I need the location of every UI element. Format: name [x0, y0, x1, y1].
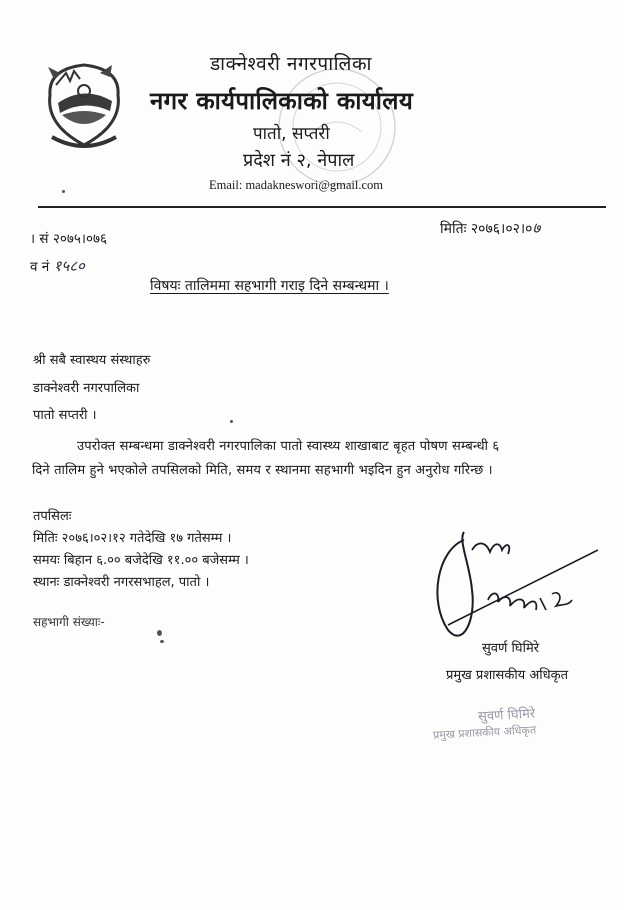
- municipality-name: डाक्नेश्वरी नगरपालिका: [210, 53, 372, 75]
- scan-speck: [157, 630, 162, 636]
- date-handwritten-digit: ७: [532, 219, 541, 237]
- details-heading: तपसिलः: [33, 509, 72, 524]
- nepal-emblem-logo: [40, 55, 128, 155]
- stamp-title: प्रमुख प्रशासकीय अधिकृत: [432, 723, 537, 742]
- recipient-line-2: डाक्नेश्वरी नगरपालिका: [33, 381, 140, 396]
- details-date: मितिः २०७६।०२।१२ गतेदेखि १७ गतेसम्म ।: [33, 531, 232, 546]
- fiscal-year-reference: । सं २०७५।०७६: [30, 231, 108, 247]
- dispatch-number-value: १५८०: [53, 257, 85, 275]
- recipient-line-3: पातो सप्तरी ।: [33, 408, 97, 423]
- details-place: स्थानः डाक्नेश्वरी नगरसभाहल, पातो ।: [33, 575, 210, 590]
- participants-count-label: सहभागी संख्याः-: [33, 615, 105, 629]
- scan-speck: [160, 640, 164, 643]
- office-province: प्रदेश नं २, नेपाल: [243, 150, 355, 171]
- signatory-name: सुवर्ण घिमिरे: [482, 641, 540, 656]
- office-title: नगर कार्यपालिकाको कार्यालय: [150, 87, 414, 115]
- letter-date: [440, 218, 540, 238]
- scan-speck: [62, 190, 65, 193]
- office-place: पातो, सप्तरी: [253, 124, 330, 144]
- body-line-1: उपरोक्त सम्बन्धमा डाक्नेश्वरी नगरपालिका पातो स्वास्थ्य शाखाबाट बृहत पोषण सम्बन्धी ६: [77, 439, 500, 454]
- stamp-name: सुवर्ण घिमिरे: [477, 706, 536, 725]
- handwritten-signature: [428, 520, 598, 650]
- signatory-title: प्रमुख प्रशासकीय अधिकृत: [446, 668, 569, 683]
- letter-subject: विषयः तालिममा सहभागी गराइ दिने सम्बन्धमा ।: [150, 278, 389, 294]
- email-label: Email:: [209, 178, 246, 192]
- body-line-2: दिने तालिम हुने भएकोले तपसिलको मिति, समय र स्थानमा सहभागी भइदिन हुन अनुरोध गरिन्छ ।: [32, 463, 493, 478]
- header-divider: [38, 206, 606, 208]
- date-label: मितिः: [440, 221, 467, 237]
- date-value: २०७६।०२।०: [470, 221, 533, 237]
- dispatch-number-label: व नं: [30, 259, 50, 275]
- scan-speck: [230, 420, 233, 423]
- recipient-line-1: श्री सबै स्वास्थय संस्थाहरु: [33, 353, 151, 368]
- details-time: समयः बिहान ६.०० बजेदेखि ११.०० बजेसम्म ।: [33, 553, 249, 568]
- email-address: madakneswori@gmail.com: [245, 178, 383, 192]
- office-email: [209, 178, 383, 193]
- dispatch-number: [30, 256, 85, 276]
